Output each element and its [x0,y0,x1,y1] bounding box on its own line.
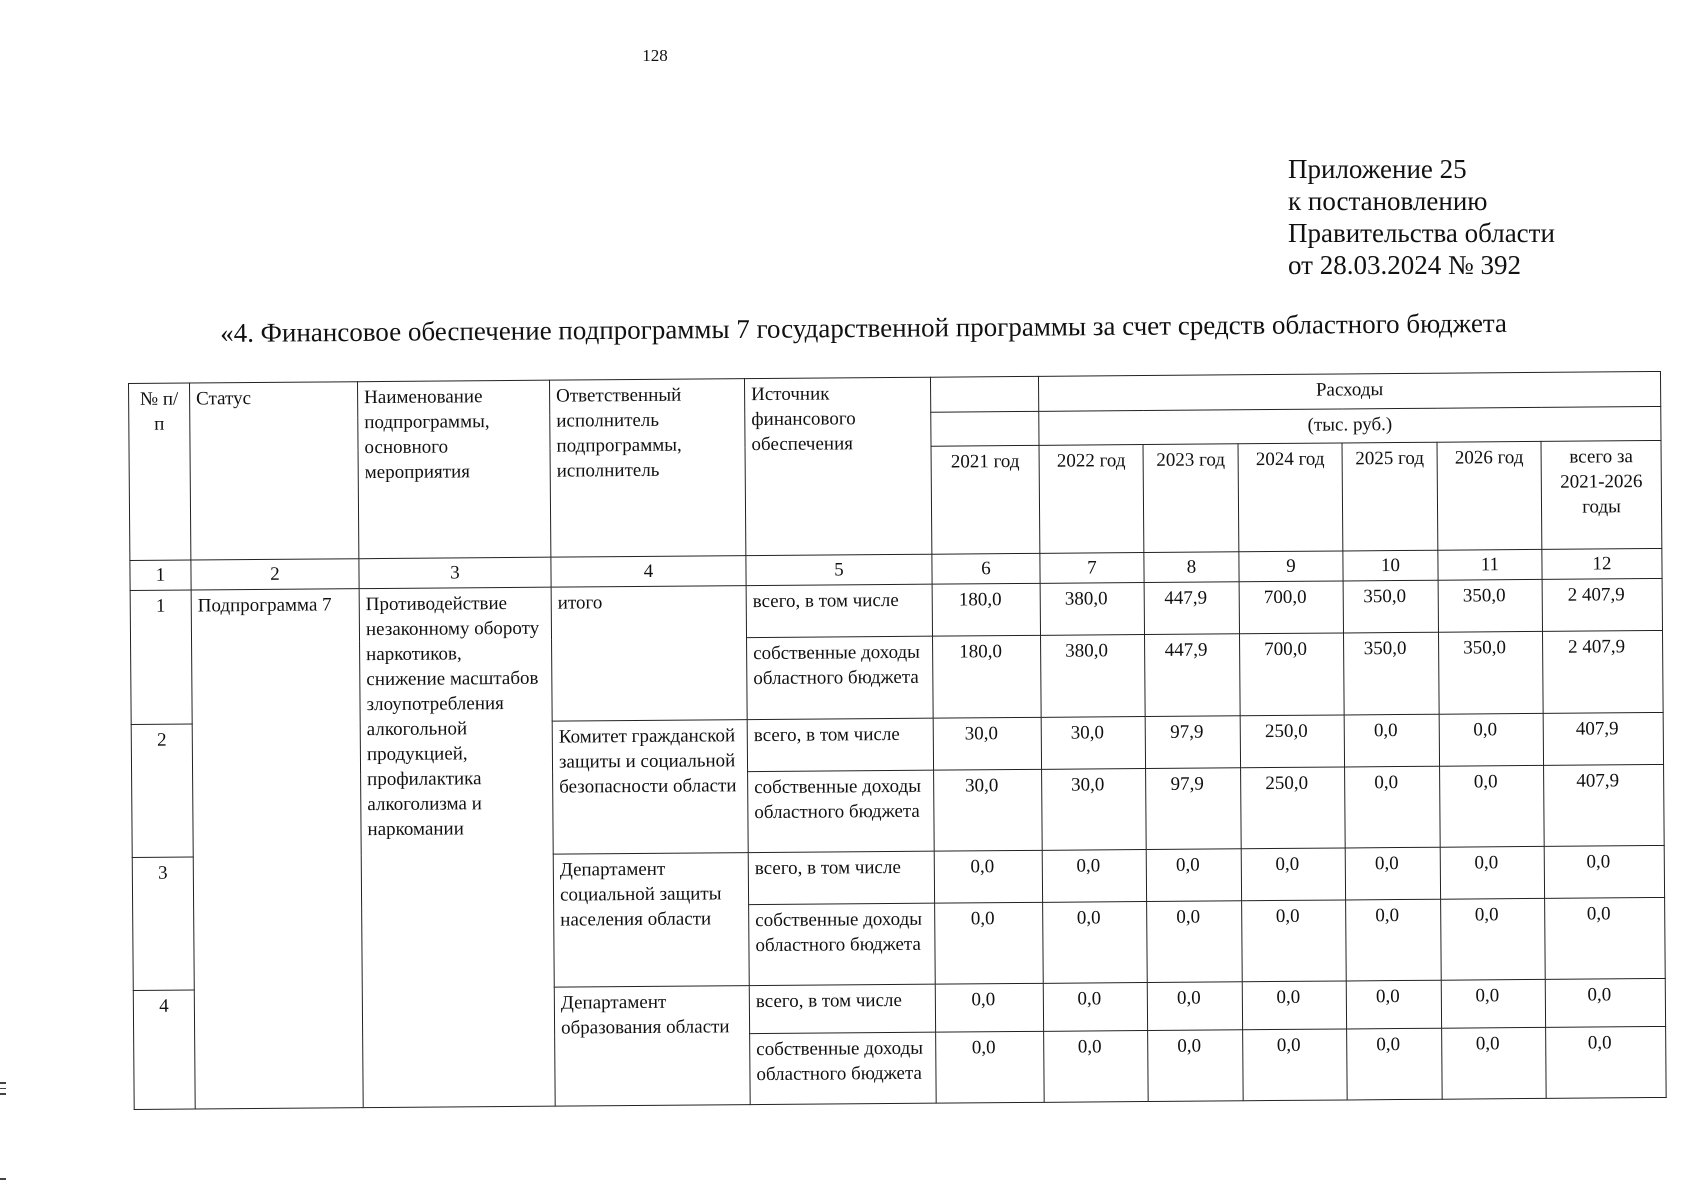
executor-cell: Комитет гражданской защиты и социальной безопасности области [552,719,748,854]
column-index: 11 [1438,549,1542,580]
header-status: Статус [190,382,359,560]
value-cell: 407,9 [1543,712,1663,765]
value-cell: 0,0 [1346,980,1441,1029]
value-cell: 0,0 [1044,1031,1149,1103]
value-cell: 97,9 [1146,767,1242,849]
column-index: 4 [551,556,746,588]
row-number: 1 [130,590,192,724]
finance-table [128,371,1667,1110]
header-total-years: всего за 2021-2026 годы [1541,440,1662,549]
value-cell: 0,0 [1544,845,1664,898]
executor-cell: Департамент социальной защиты населения области [553,853,749,988]
section-heading: «4. Финансовое обеспечение подпрограммы 7 государственной программы за счет средств областного бюджета [220,307,1508,348]
scan-mark [0,1093,6,1095]
column-index: 3 [359,557,551,589]
status-cell: Подпрограмма 7 [191,589,363,1109]
value-cell: 380,0 [1040,583,1144,636]
value-cell: 0,0 [1043,983,1147,1032]
source-cell: собственные доходы областного бюджета [747,637,934,720]
value-cell: 380,0 [1041,635,1146,717]
value-cell: 700,0 [1239,581,1343,634]
value-cell: 0,0 [1344,714,1439,767]
value-cell: 0,0 [1148,1030,1244,1102]
value-cell: 0,0 [1545,897,1666,979]
value-cell: 30,0 [1042,768,1147,850]
column-index: 6 [932,553,1040,584]
column-index: 8 [1144,552,1239,583]
header-year-2023: 2023 год [1143,444,1239,553]
value-cell: 0,0 [934,850,1042,903]
value-cell: 0,0 [1441,980,1545,1029]
value-cell: 407,9 [1544,764,1665,846]
scan-mark [0,1082,6,1084]
source-cell: собственные доходы областного бюджета [750,1032,937,1104]
row-number: 3 [132,857,194,991]
value-cell: 0,0 [1242,981,1346,1030]
value-cell: 250,0 [1240,715,1344,768]
value-cell: 30,0 [1041,716,1145,769]
header-units: (тыс. руб.) [1039,407,1661,445]
value-cell: 0,0 [935,984,1043,1033]
value-cell: 350,0 [1344,633,1440,715]
value-cell: 30,0 [934,769,1043,851]
column-index: 9 [1239,551,1343,582]
source-cell: собственные доходы областного бюджета [749,903,936,986]
value-cell: 0,0 [936,1031,1045,1103]
appendix-line: Приложение 25 [1288,154,1467,184]
header-num: № п/п [129,383,191,561]
value-cell: 0,0 [1147,982,1242,1031]
value-cell: 700,0 [1240,633,1345,715]
scan-edge-marks [0,1082,6,1099]
row-number: 4 [133,990,195,1109]
appendix-line: к постановлению [1288,186,1488,216]
scan-edge-dash [0,1178,6,1180]
value-cell: 30,0 [933,717,1041,770]
source-cell: всего, в том числе [746,584,932,638]
executor-cell: итого [551,586,747,721]
executor-cell: Департамент образования области [554,986,750,1106]
column-index: 1 [130,560,191,591]
source-cell: всего, в том числе [749,984,935,1033]
appendix-block [1288,153,1555,281]
scan-mark [0,1088,6,1090]
value-cell: 0,0 [1440,765,1545,847]
value-cell: 447,9 [1145,634,1241,716]
header-year-2026: 2026 год [1437,441,1542,550]
value-cell: 180,0 [932,584,1040,637]
column-index: 5 [746,554,932,586]
value-cell: 350,0 [1343,580,1438,633]
value-cell: 0,0 [1546,1027,1667,1099]
value-cell: 0,0 [1346,899,1442,981]
value-cell: 0,0 [1241,848,1345,901]
value-cell: 0,0 [1440,846,1544,899]
value-cell: 0,0 [935,902,1044,984]
value-cell: 447,9 [1144,582,1239,635]
value-cell: 0,0 [1147,901,1243,983]
value-cell: 180,0 [933,636,1042,718]
value-cell: 0,0 [1439,713,1543,766]
header-expenses: Расходы [1038,371,1660,411]
value-cell: 350,0 [1438,580,1542,633]
value-cell: 2 407,9 [1542,579,1662,632]
header-source: Источник финансового обеспечения [744,377,931,556]
value-cell: 0,0 [1243,1029,1348,1101]
value-cell: 0,0 [1441,898,1546,980]
value-cell: 97,9 [1145,715,1240,768]
value-cell: 0,0 [1042,849,1146,902]
column-index: 12 [1542,549,1662,580]
appendix-line: от 28.03.2024 № 392 [1288,250,1521,280]
header-name: Наименование подпрограммы, основного мероприятия [357,380,550,559]
value-cell: 0,0 [1345,766,1441,848]
value-cell: 0,0 [1442,1027,1547,1099]
program-name-cell: Противодействие незаконному обороту наркотиков, снижение масштабов злоупотребления алкогольной продукцией, профилактика алкоголизма и наркомании [359,587,555,1107]
header-year-2025: 2025 год [1342,442,1438,551]
header-year-2022: 2022 год [1039,444,1144,553]
page-number: 128 [642,46,668,65]
finance-table-wrapper [128,371,1666,1110]
value-cell: 0,0 [1146,849,1241,902]
source-cell: всего, в том числе [747,718,933,772]
value-cell: 2 407,9 [1542,631,1663,713]
value-cell: 0,0 [1545,979,1665,1028]
source-cell: всего, в том числе [748,851,934,905]
value-cell: 0,0 [1347,1028,1443,1100]
source-cell: собственные доходы областного бюджета [748,770,935,853]
appendix-line: Правительства области [1288,218,1555,248]
value-cell: 250,0 [1241,767,1346,849]
header-blank [931,412,1039,446]
header-blank [930,376,1038,412]
row-number: 2 [131,724,193,858]
column-index: 10 [1343,550,1438,581]
value-cell: 0,0 [1345,847,1440,900]
header-executor: Ответственный исполнитель подпрограммы, исполнитель [549,379,745,558]
value-cell: 0,0 [1242,900,1347,982]
header-year-2021: 2021 год [931,445,1040,554]
value-cell: 0,0 [1043,901,1148,983]
column-index: 2 [191,559,359,591]
header-year-2024: 2024 год [1238,443,1343,552]
value-cell: 350,0 [1439,632,1544,714]
column-index: 7 [1040,553,1144,584]
